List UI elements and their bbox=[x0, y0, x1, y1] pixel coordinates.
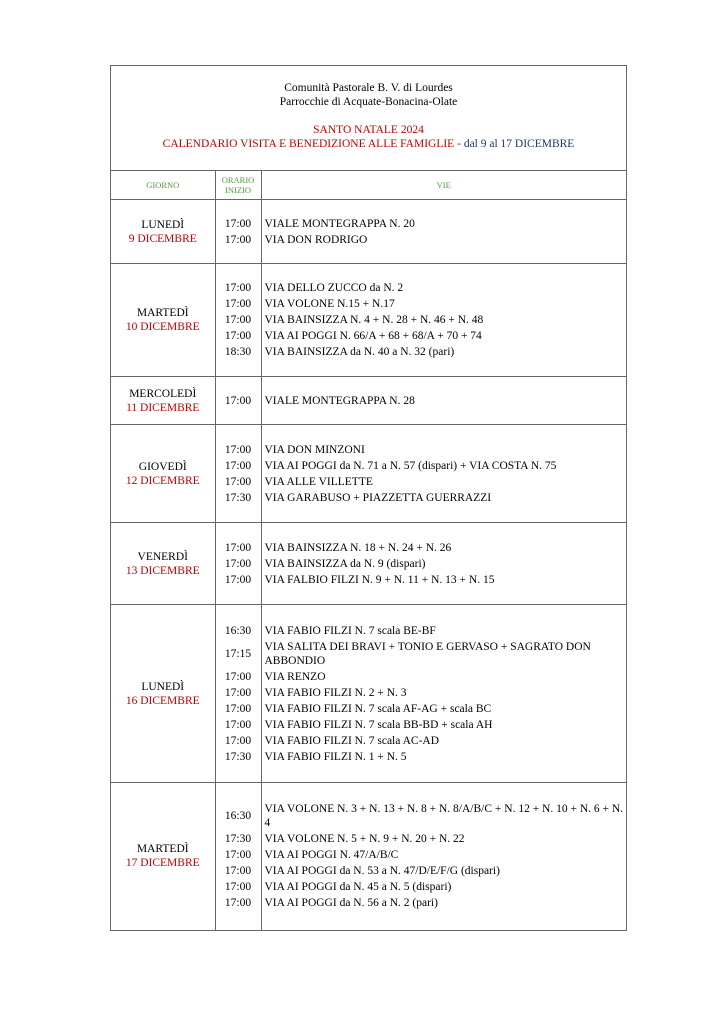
start-time: 17:00 bbox=[224, 330, 252, 342]
streets-cell bbox=[261, 605, 626, 783]
day-cell bbox=[111, 523, 215, 605]
street-entry: VIA AI POGGI da N. 45 a N. 5 (dispari) bbox=[264, 881, 452, 894]
start-time: 17:00 bbox=[224, 475, 252, 488]
street-entry: VIA AI POGGI da N. 56 a N. 2 (pari) bbox=[264, 897, 438, 910]
street-entry: VIA ALLE VILLETTE bbox=[264, 475, 373, 488]
start-time: 17:00 bbox=[224, 557, 252, 570]
times-cell bbox=[215, 523, 261, 605]
street-entry: VIA BAINSIZZA N. 4 + N. 28 + N. 46 + N. 48 bbox=[264, 314, 484, 326]
times-cell bbox=[215, 425, 261, 523]
start-time: 17:00 bbox=[224, 314, 252, 326]
streets-cell bbox=[261, 425, 626, 523]
start-time: 17:00 bbox=[224, 233, 252, 246]
street-entry: VIA VOLONE N. 3 + N. 13 + N. 8 + N. 8/A/B/C + N. 12 + N. 10 + N. 6 + N. 4 bbox=[264, 803, 624, 830]
weekday: MERCOLEDÌ bbox=[129, 387, 197, 400]
street-entry: VIA FABIO FILZI N. 1 + N. 5 bbox=[264, 750, 407, 763]
col-header-vie: VIE bbox=[261, 171, 626, 200]
day-row bbox=[111, 200, 626, 264]
street-entry: VIA FABIO FILZI N. 7 scala AC-AD bbox=[264, 734, 440, 747]
date: 11 DICEMBRE bbox=[126, 401, 200, 414]
weekday: MARTEDÌ bbox=[136, 307, 189, 319]
street-entry: VIA AI POGGI N. 66/A + 68 + 68/A + 70 + 74 bbox=[264, 330, 482, 342]
day-cell bbox=[111, 425, 215, 523]
day-cell bbox=[111, 605, 215, 783]
start-time: 17:15 bbox=[224, 647, 252, 660]
day-row bbox=[111, 783, 626, 930]
date: 10 DICEMBRE bbox=[125, 321, 200, 333]
schedule-table bbox=[111, 171, 626, 930]
start-time: 16:30 bbox=[224, 624, 252, 637]
street-entry: VIA FABIO FILZI N. 7 scala BB-BD + scala AH bbox=[264, 718, 493, 731]
start-time: 17:00 bbox=[224, 734, 252, 747]
streets-cell bbox=[261, 783, 626, 930]
street-entry: VIA GARABUSO + PIAZZETTA GUERRAZZI bbox=[264, 491, 492, 504]
start-time: 16:30 bbox=[224, 810, 252, 823]
street-entry: VIA AI POGGI da N. 53 a N. 47/D/E/F/G (dispari) bbox=[264, 865, 500, 878]
street-entry: VIA SALITA DEI BRAVI + TONIO E GERVASO + SAGRATO DON ABBONDIO bbox=[264, 640, 591, 667]
period-text: dal 9 al 17 DICEMBRE bbox=[463, 138, 575, 150]
start-time: 17:00 bbox=[224, 849, 252, 862]
start-time: 17:00 bbox=[224, 897, 252, 910]
start-time: 17:00 bbox=[224, 459, 252, 472]
schedule-sheet bbox=[110, 65, 627, 931]
date: 16 DICEMBRE bbox=[125, 694, 200, 707]
start-time: 17:00 bbox=[224, 702, 252, 715]
street-entry: VIA BAINSIZZA da N. 9 (dispari) bbox=[264, 557, 426, 570]
street-entry: VIA VOLONE N.15 + N.17 bbox=[264, 298, 395, 310]
day-cell bbox=[111, 200, 215, 264]
start-time: 17:00 bbox=[224, 573, 252, 586]
streets-cell bbox=[261, 523, 626, 605]
times-cell bbox=[215, 264, 261, 377]
times-cell bbox=[215, 377, 261, 425]
street-entry: VIA VOLONE N. 5 + N. 9 + N. 20 + N. 22 bbox=[264, 833, 465, 846]
event-title: SANTO NATALE 2024 bbox=[313, 124, 424, 136]
times-cell bbox=[215, 783, 261, 930]
start-time: 18:30 bbox=[224, 346, 252, 358]
day-cell bbox=[111, 264, 215, 377]
day-row bbox=[111, 605, 626, 783]
street-entry: VIA FABIO FILZI N. 7 scala BE-BF bbox=[264, 624, 436, 637]
day-row bbox=[111, 523, 626, 605]
start-time: 17:00 bbox=[224, 865, 252, 878]
street-entry: VIA DELLO ZUCCO da N. 2 bbox=[264, 282, 404, 294]
day-row bbox=[111, 264, 626, 377]
start-time: 17:00 bbox=[224, 298, 252, 310]
date: 17 DICEMBRE bbox=[125, 857, 200, 870]
day-row bbox=[111, 425, 626, 523]
start-time: 17:00 bbox=[224, 881, 252, 894]
start-time: 17:00 bbox=[224, 443, 252, 456]
start-time: 17:00 bbox=[224, 670, 252, 683]
weekday: LUNEDÌ bbox=[141, 680, 185, 693]
street-entry: VIA BAINSIZZA N. 18 + N. 24 + N. 26 bbox=[264, 541, 452, 554]
weekday: GIOVEDÌ bbox=[138, 460, 187, 473]
street-entry: VIA FALBIO FILZI N. 9 + N. 11 + N. 13 + N. 15 bbox=[264, 573, 495, 586]
day-cell bbox=[111, 377, 215, 425]
community-name: Comunità Pastorale B. V. di Lourdes bbox=[284, 82, 453, 94]
times-cell bbox=[215, 605, 261, 783]
col-header-giorno: GIORNO bbox=[111, 171, 215, 200]
col-header-orario: ORARIO INIZIO bbox=[215, 171, 261, 200]
street-entry: VIA DON MINZONI bbox=[264, 443, 365, 456]
start-time: 17:00 bbox=[224, 686, 252, 699]
parishes-name: Parrocchie di Acquate-Bonacina-Olate bbox=[279, 96, 458, 108]
weekday: VENERDÌ bbox=[137, 550, 188, 563]
day-row bbox=[111, 377, 626, 425]
date: 13 DICEMBRE bbox=[125, 564, 200, 577]
start-time: 17:00 bbox=[224, 541, 252, 554]
weekday: LUNEDÌ bbox=[141, 218, 185, 231]
weekday: MARTEDÌ bbox=[136, 843, 189, 856]
street-entry: VIA AI POGGI N. 47/A/B/C bbox=[264, 849, 399, 862]
street-entry: VIA BAINSIZZA da N. 40 a N. 32 (pari) bbox=[264, 346, 455, 358]
column-headers bbox=[111, 171, 626, 200]
street-entry: VIALE MONTEGRAPPA N. 20 bbox=[264, 217, 415, 230]
start-time: 17:30 bbox=[224, 750, 252, 763]
streets-cell bbox=[261, 377, 626, 425]
start-time: 17:30 bbox=[224, 491, 252, 504]
start-time: 17:00 bbox=[224, 217, 252, 230]
start-time: 17:00 bbox=[224, 282, 252, 294]
streets-cell bbox=[261, 264, 626, 377]
day-cell bbox=[111, 783, 215, 930]
street-entry: VIA FABIO FILZI N. 7 scala AF-AG + scala BC bbox=[264, 702, 492, 715]
street-entry: VIALE MONTEGRAPPA N. 28 bbox=[264, 394, 415, 407]
times-cell bbox=[215, 200, 261, 264]
start-time: 17:00 bbox=[224, 394, 252, 407]
date: 12 DICEMBRE bbox=[125, 474, 200, 487]
streets-cell bbox=[261, 200, 626, 264]
calendar-subtitle: CALENDARIO VISITA E BENEDIZIONE ALLE FAMIGLIE - dal 9 al 17 DICEMBRE bbox=[162, 138, 575, 150]
street-entry: VIA DON RODRIGO bbox=[264, 233, 368, 246]
street-entry: VIA FABIO FILZI N. 2 + N. 3 bbox=[264, 686, 407, 699]
street-entry: VIA AI POGGI da N. 71 a N. 57 (dispari) + VIA COSTA N. 75 bbox=[264, 459, 557, 472]
document-header bbox=[111, 66, 626, 171]
start-time: 17:30 bbox=[224, 833, 252, 846]
street-entry: VIA RENZO bbox=[264, 670, 326, 683]
start-time: 17:00 bbox=[224, 718, 252, 731]
subtitle-text: CALENDARIO VISITA E BENEDIZIONE ALLE FAMIGLIE bbox=[162, 138, 455, 150]
date: 9 DICEMBRE bbox=[128, 232, 197, 245]
